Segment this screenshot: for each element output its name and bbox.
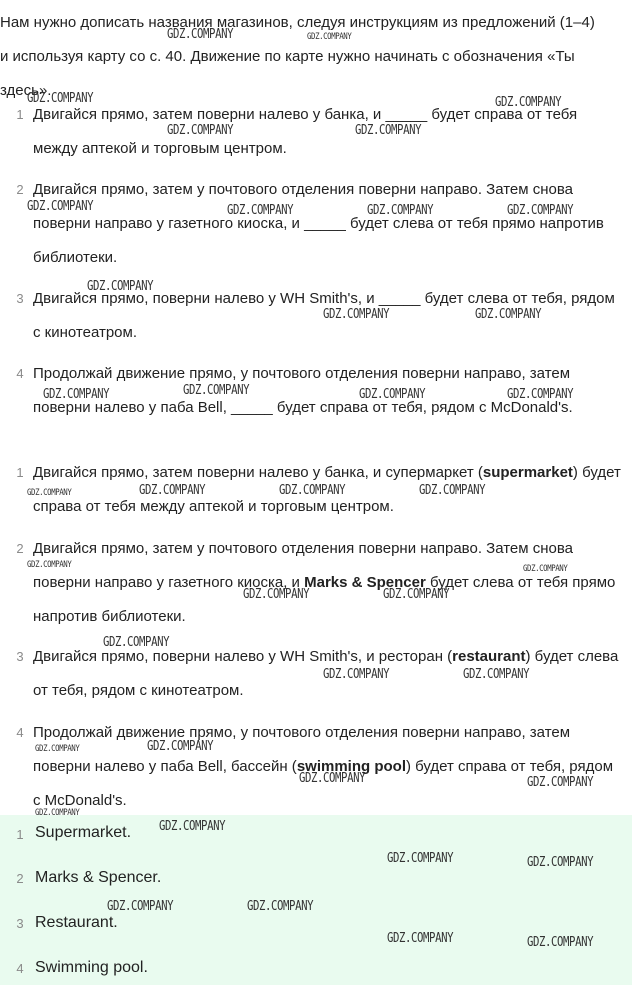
watermark: GDZ.COMPANY — [367, 203, 434, 218]
watermark: GDZ.COMPANY — [355, 123, 422, 138]
watermark: GDZ.COMPANY — [87, 279, 154, 294]
watermark: GDZ.COMPANY — [167, 27, 234, 42]
watermark: GDZ.COMPANY — [43, 387, 110, 402]
watermark: GDZ.COMPANY — [35, 808, 80, 818]
answer-word: Marks & Spencer — [304, 574, 426, 591]
watermark: GDZ.COMPANY — [307, 32, 352, 42]
watermark: GDZ.COMPANY — [139, 483, 206, 498]
answer-item: Restaurant. — [35, 914, 118, 931]
watermark: GDZ.COMPANY — [27, 488, 72, 498]
watermark: GDZ.COMPANY — [387, 931, 454, 946]
watermark: GDZ.COMPANY — [27, 91, 94, 106]
watermark: GDZ.COMPANY — [107, 899, 174, 914]
watermark: GDZ.COMPANY — [247, 899, 314, 914]
task-number: 4 — [16, 366, 24, 381]
task-number: 3 — [16, 291, 24, 306]
watermark: GDZ.COMPANY — [387, 851, 454, 866]
answer-number: 1 — [16, 827, 24, 842]
watermark: GDZ.COMPANY — [27, 560, 72, 570]
watermark: GDZ.COMPANY — [183, 383, 250, 398]
watermark: GDZ.COMPANY — [527, 935, 594, 950]
solution-text: Продолжай движение прямо, у почтового отделения поверни направо, затем поверни налево у паба Bell, бассейн (swimming pool) будет справа от тебя, рядом с McDonald's. — [33, 724, 614, 809]
watermark: GDZ.COMPANY — [279, 483, 346, 498]
watermark: GDZ.COMPANY — [35, 744, 80, 754]
solution-number: 2 — [16, 541, 24, 556]
watermark: GDZ.COMPANY — [323, 667, 390, 682]
task-text: Продолжай движение прямо, у почтового отделения поверни направо, затем поверни налево у паба Bell, _____ будет справа от тебя, рядом с McDonald's. — [33, 365, 573, 416]
answer-item: Marks & Spencer. — [35, 869, 162, 886]
task-number: 2 — [16, 182, 24, 197]
intro-text: Нам нужно дописать названия магазинов, следуя инструкциям из предложений (1–4) и используя карту со с. 40. Движение по карте нужно начинать с обозначения «Ты здесь». — [0, 14, 595, 99]
watermark: GDZ.COMPANY — [159, 819, 226, 834]
answer-item: Supermarket. — [35, 824, 132, 841]
watermark: GDZ.COMPANY — [383, 587, 450, 602]
task-text: Двигайся прямо, затем у почтового отделения поверни направо. Затем снова поверни направо у газетного киоска, и _____ будет слева от тебя прямо напротив библиотеки. — [33, 181, 604, 266]
watermark: GDZ.COMPANY — [507, 203, 574, 218]
watermark: GDZ.COMPANY — [27, 199, 94, 214]
answer-number: 3 — [16, 916, 24, 931]
answer-number: 4 — [16, 961, 24, 976]
task-text: Двигайся прямо, затем поверни налево у банка, и _____ будет справа от тебя между аптекой и торговым центром. — [33, 106, 578, 157]
watermark: GDZ.COMPANY — [419, 483, 486, 498]
watermark: GDZ.COMPANY — [167, 123, 234, 138]
solution-number: 4 — [16, 725, 24, 740]
watermark: GDZ.COMPANY — [103, 635, 170, 650]
watermark: GDZ.COMPANY — [227, 203, 294, 218]
watermark: GDZ.COMPANY — [463, 667, 530, 682]
solution-text: Двигайся прямо, поверни налево у WH Smith's, и ресторан (restaurant) будет слева от тебя, рядом с кинотеатром. — [33, 648, 619, 699]
answer-word: restaurant — [452, 648, 526, 665]
solution-text: Двигайся прямо, затем поверни налево у банка, и супермаркет (supermarket) будет справа от тебя между аптекой и торговым центром. — [33, 464, 621, 515]
answer-item: Swimming pool. — [35, 959, 148, 976]
solution-number: 3 — [16, 649, 24, 664]
solution-text: Двигайся прямо, затем у почтового отделения поверни направо. Затем снова поверни направо у газетного киоска, и Marks & Spencer будет слева от тебя прямо напротив библиотеки. — [33, 540, 616, 625]
watermark: GDZ.COMPANY — [147, 739, 214, 754]
answer-word: supermarket — [482, 464, 573, 481]
watermark: GDZ.COMPANY — [507, 387, 574, 402]
watermark: GDZ.COMPANY — [527, 855, 594, 870]
answer-word: swimming pool — [296, 758, 406, 775]
task-text: Двигайся прямо, поверни налево у WH Smith's, и _____ будет слева от тебя, рядом с кинотеатром. — [33, 290, 615, 341]
watermark: GDZ.COMPANY — [323, 307, 390, 322]
watermark: GDZ.COMPANY — [527, 775, 594, 790]
answers-box — [0, 815, 632, 985]
answer-number: 2 — [16, 871, 24, 886]
watermark: GDZ.COMPANY — [523, 564, 568, 574]
task-number: 1 — [16, 107, 24, 122]
watermark: GDZ.COMPANY — [243, 587, 310, 602]
watermark: GDZ.COMPANY — [475, 307, 542, 322]
watermark: GDZ.COMPANY — [359, 387, 426, 402]
watermark: GDZ.COMPANY — [299, 771, 366, 786]
solution-number: 1 — [16, 465, 24, 480]
watermark: GDZ.COMPANY — [495, 95, 562, 110]
